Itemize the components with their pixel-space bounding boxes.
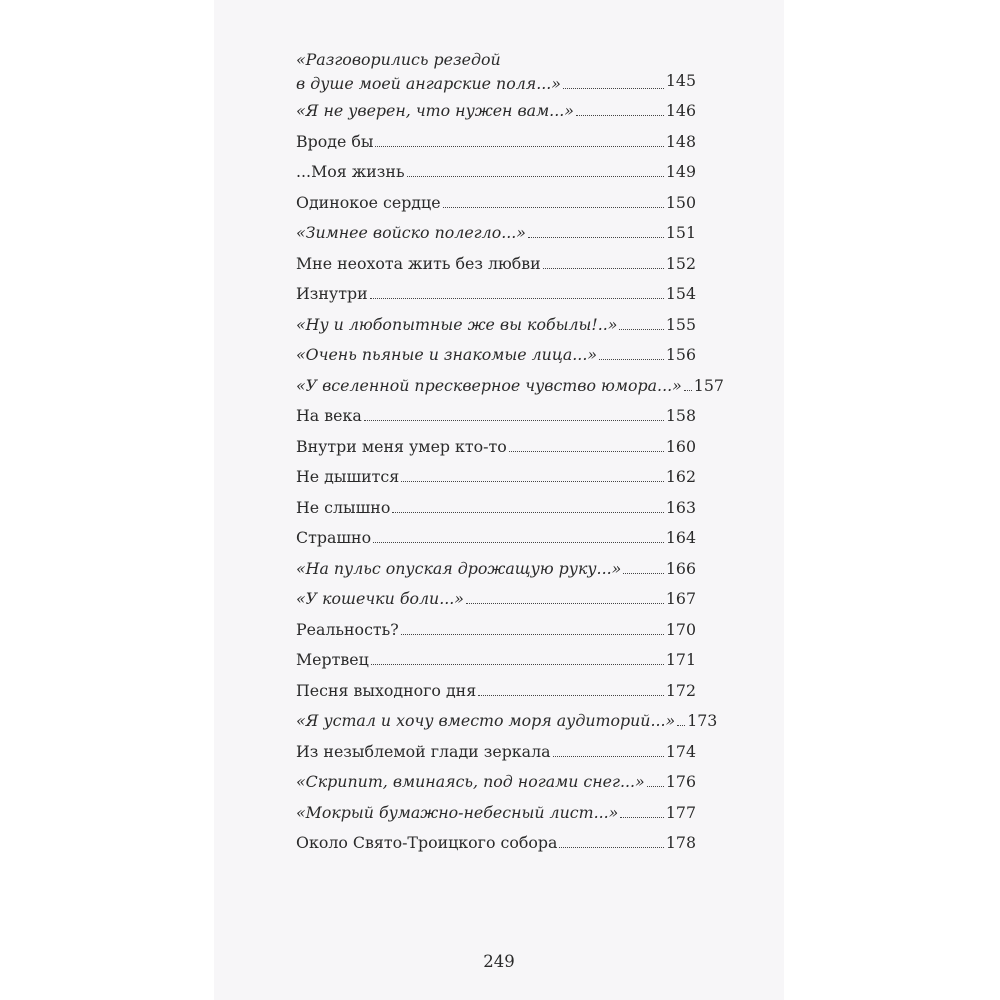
toc-entry [296,188,696,219]
toc-entry-page: 173 [687,711,718,730]
toc-entry-title: «Зимнее войско полегло...» [296,223,526,242]
dot-leader [401,481,664,482]
toc-entry-title: «Я устал и хочу вместо моря аудиторий...» [296,711,676,730]
toc-entry [296,798,696,829]
toc-entry-page: 177 [665,802,696,822]
toc-entry-title: ...Моя жизнь [296,162,405,181]
toc-entry [296,279,696,310]
toc-entry-title: Около Свято-Троицкого собора [296,833,558,852]
toc-entry-page: 146 [665,101,696,120]
toc-entry [296,828,696,859]
dot-leader [576,115,664,116]
toc-entry-title: «Ну и любопытные же вы кобылы!..» [296,314,618,334]
dot-leader [553,756,664,757]
toc-entry [296,554,696,585]
toc-entry [296,371,724,402]
toc-entry [296,706,718,737]
toc-entry [296,44,696,96]
toc-entry-title: «У кошечки боли...» [296,589,464,608]
toc-entry [296,462,696,493]
toc-entry-title: Не слышно [296,497,391,517]
dot-leader [407,176,664,177]
page-number: 249 [483,952,515,971]
toc-entry-title: Вроде бы [296,131,374,151]
dot-leader [478,695,664,696]
toc-entry-page: 164 [665,528,696,547]
toc-entry [296,493,696,524]
toc-entry-page: 174 [665,741,696,761]
toc-entry-page: 163 [665,497,696,517]
toc-entry-title: «Я не уверен, что нужен вам...» [296,101,574,120]
toc-entry [296,523,696,554]
dot-leader [370,298,664,299]
dot-leader [619,329,663,330]
toc-entry [296,401,696,432]
toc-entry-page: 145 [665,70,696,90]
toc-entry-title: На века [296,406,362,425]
toc-entry-page: 157 [693,375,724,395]
dot-leader [373,542,664,543]
toc-entry-title: Мертвец [296,650,369,669]
dot-leader [684,390,692,391]
toc-entry-title: Мне неохота жить без любви [296,253,541,273]
dot-leader [509,451,664,452]
toc-entry-title-line-1: «Разговорились резедой [296,50,501,69]
dot-leader [623,573,664,574]
toc-entry [296,645,696,676]
toc-entry [296,340,696,371]
toc-entry-title: Не дышится [296,467,400,486]
toc-entry-title: «На пульс опуская дрожащую руку...» [296,558,622,578]
toc-entry-page: 167 [665,589,696,608]
toc-entry-page: 149 [665,162,696,181]
toc-entry [296,584,696,615]
dot-leader [647,786,664,787]
table-of-contents [296,44,724,859]
toc-entry-title: «У вселенной прескверное чувство юмора...» [296,375,682,395]
book-page [214,0,784,1000]
toc-entry-page: 151 [665,223,696,242]
toc-entry-page: 155 [665,314,696,334]
toc-entry-title: Песня выходного дня [296,680,477,700]
dot-leader [599,359,664,360]
toc-entry [296,676,696,707]
toc-entry-title [296,48,561,96]
toc-entry-page: 178 [665,833,696,852]
toc-entry [296,615,696,646]
toc-entry [296,432,696,463]
toc-entry [296,157,696,188]
toc-entry-title: Изнутри [296,284,368,303]
toc-entry-page: 152 [665,253,696,273]
toc-entry-page: 156 [665,345,696,364]
dot-leader [543,268,664,269]
toc-entry [296,218,696,249]
toc-entry-page: 171 [665,650,696,669]
toc-entry [296,767,696,798]
dot-leader [559,847,663,848]
dot-leader [443,207,664,208]
toc-entry-title: Реальность? [296,619,399,639]
toc-entry [296,310,696,341]
toc-entry-title: Одинокое сердце [296,192,441,212]
toc-entry-page: 162 [665,467,696,486]
toc-entry-title: «Очень пьяные и знакомые лица...» [296,345,598,364]
toc-entry [296,249,696,280]
dot-leader [364,420,664,421]
toc-entry-page: 166 [665,558,696,578]
dot-leader [401,634,664,635]
toc-entry-page: 158 [665,406,696,425]
dot-leader [563,88,664,89]
toc-entry-title-line-2: в душе моей ангарские поля...» [296,74,561,93]
toc-entry-page: 170 [665,619,696,639]
dot-leader [466,603,664,604]
toc-entry-title: Страшно [296,528,372,547]
dot-leader [528,237,664,238]
dot-leader [371,664,664,665]
toc-entry [296,737,696,768]
toc-entry [296,96,696,127]
toc-entry-page: 172 [665,680,696,700]
toc-entry-page: 150 [665,192,696,212]
toc-entry-title: «Скрипит, вминаясь, под ногами снег...» [296,772,645,791]
toc-entry-title: «Мокрый бумажно-небесный лист...» [296,802,619,822]
toc-entry-page: 148 [665,131,696,151]
dot-leader [677,725,685,726]
dot-leader [392,512,664,513]
dot-leader [620,817,664,818]
toc-entry [296,127,696,158]
toc-entry-page: 176 [665,772,696,791]
toc-entry-title: Внутри меня умер кто-то [296,436,507,456]
toc-entry-page: 160 [665,436,696,456]
toc-entry-page: 154 [665,284,696,303]
dot-leader [375,146,663,147]
toc-entry-title: Из незыблемой глади зеркала [296,741,551,761]
